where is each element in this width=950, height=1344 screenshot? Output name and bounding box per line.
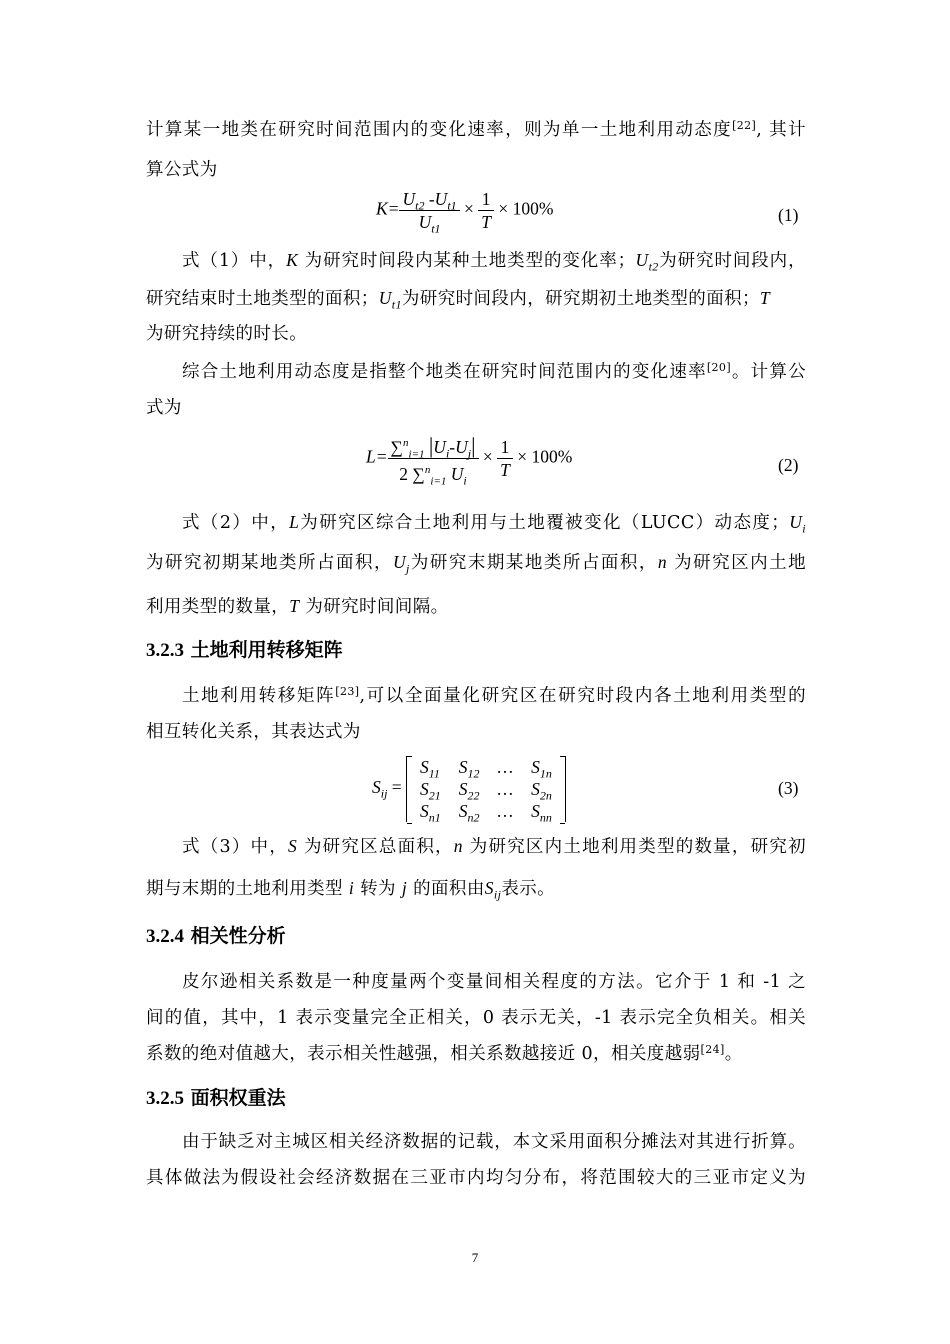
equation-2: L= $\frac{\sum^n_{i=1} |U_i-U_j|}{2 \sum^n_{i=1} U_i}$ × $\frac{1}{T}$ × 100%	[366, 432, 573, 488]
matrix-entry: $S_{22}$	[458, 779, 480, 803]
section-heading: 3.2.4 相关性分析	[146, 925, 286, 947]
matrix-entry: $S_{n1}$	[420, 801, 441, 825]
equation-3: $S_{ij}$ = $S_{11}$ $S_{12}$ … $S_{1n}$ $S_{21}$ $S_{22}$ … $S_{2n}$ $S_{n1}$ $S_{n2}$ … $S_{nn}$	[372, 756, 566, 822]
matrix-entry: $S_{21}$	[420, 779, 441, 803]
paragraph-line: 式（2）中，L为研究区综合土地利用与土地覆被变化（LUCC）动态度；$U_i$	[182, 512, 806, 536]
matrix-entry: $S_{11}$	[420, 757, 440, 781]
paragraph-line: 式为	[146, 398, 182, 418]
paragraph-line: 算公式为	[146, 160, 218, 180]
paragraph-line: 计算某一地类在研究时间范围内的变化速率，则为单一土地利用动态度[22], 其计	[146, 119, 806, 140]
equation-1: K= $\frac{U_{t2} -U_{t1}}{U_{t1}}$ × $\frac{1}{T}$ × 100%	[376, 189, 554, 236]
paragraph-line: 利用类型的数量，T 为研究时间间隔。	[146, 596, 449, 617]
equation-number: (1)	[778, 205, 799, 225]
citation[interactable]: [24]	[700, 1043, 725, 1056]
citation[interactable]: [23]	[335, 685, 360, 698]
matrix-entry: $S_{12}$	[458, 757, 480, 781]
paragraph-line: 相互转化关系，其表达式为	[146, 722, 361, 742]
paragraph-line: 综合土地利用动态度是指整个地类在研究时间范围内的变化速率[20]。计算公	[182, 361, 806, 382]
section-heading: 3.2.3 土地利用转移矩阵	[146, 639, 343, 661]
paragraph-line: 式（1）中，K 为研究时间段内某种土地类型的变化率；$U_{t2}$为研究时间段内，	[182, 250, 806, 274]
matrix-entry: $S_{n2}$	[458, 801, 480, 825]
paragraph-line: 为研究初期某地类所占面积，$U_j$为研究末期某地类所占面积，n 为研究区内土地	[146, 552, 806, 576]
paragraph-line: 式（3）中，S 为研究区总面积，n 为研究区内土地利用类型的数量，研究初	[182, 836, 806, 857]
matrix	[406, 756, 566, 825]
matrix-entry: $S_{2n}$	[531, 779, 552, 803]
matrix-entry: $S_{nn}$	[531, 801, 552, 825]
paragraph-line: 系数的绝对值越大，表示相关性越强，相关系数越接近 0，相关度越弱[24]。	[146, 1043, 743, 1064]
matrix-entry: $S_{1n}$	[531, 757, 552, 781]
paragraph-line: 研究结束时土地类型的面积；$U_{t1}$为研究时间段内，研究期初土地类型的面积；T	[146, 288, 771, 312]
paragraph-line: 具体做法为假设社会经济数据在三亚市内均匀分布，将范围较大的三亚市定义为	[146, 1168, 806, 1188]
matrix-entry: …	[497, 801, 514, 821]
paragraph-line: 期与末期的土地利用类型 i 转为 j 的面积由$S_{ij}$表示。	[146, 878, 556, 902]
paragraph-line: 土地利用转移矩阵[23],可以全面量化研究区在研究时段内各土地利用类型的	[182, 685, 806, 706]
citation[interactable]: [22]	[732, 119, 757, 132]
paragraph-line: 皮尔逊相关系数是一种度量两个变量间相关程度的方法。它介于 1 和 -1 之	[182, 972, 806, 992]
equation-number: (3)	[778, 778, 799, 798]
paragraph-line: 间的值，其中，1 表示变量完全正相关，0 表示无关，-1 表示完全负相关。相关	[146, 1008, 806, 1028]
paragraph-line: 为研究持续的时长。	[146, 324, 308, 344]
section-heading: 3.2.5 面积权重法	[146, 1087, 286, 1109]
page-number: 7	[471, 1250, 479, 1265]
equation-number: (2)	[778, 455, 799, 475]
matrix-entry: …	[497, 757, 514, 777]
paragraph-line: 由于缺乏对主城区相关经济数据的记载，本文采用面积分摊法对其进行折算。	[182, 1132, 806, 1152]
citation[interactable]: [20]	[706, 361, 732, 374]
matrix-entry: …	[497, 779, 514, 799]
